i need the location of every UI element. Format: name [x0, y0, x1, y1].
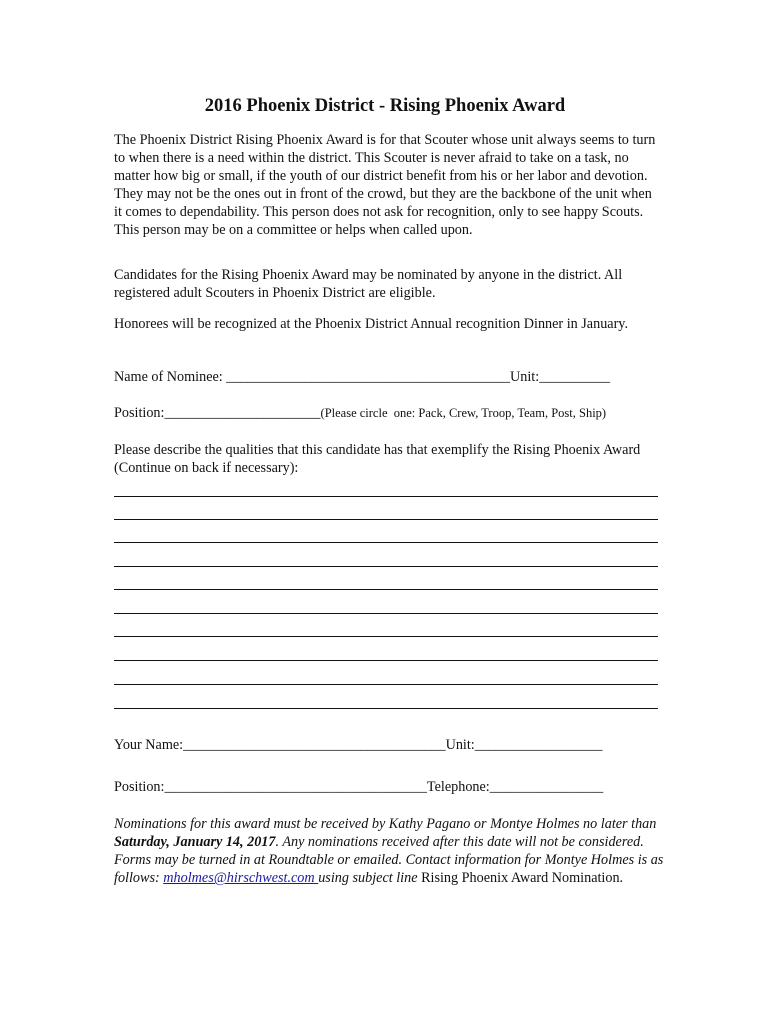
- description-line[interactable]: [114, 636, 658, 637]
- description-line[interactable]: [114, 496, 658, 497]
- notice-text: . Any nominations received after this date will not be considered. Forms may be turned in at Roundtable or emailed. Contact information for Montye Holmes is as follows:: [114, 834, 664, 887]
- describe-prompt: Please describe the qualities that this candidate has that exemplify the Rising Phoenix Award (Continue on back if necessary):: [114, 442, 641, 477]
- position-label: Position:______________________: [114, 405, 321, 421]
- description-line[interactable]: [114, 519, 658, 520]
- page-title: 2016 Phoenix District - Rising Phoenix Award: [204, 96, 566, 116]
- your-position-field[interactable]: Position:_____________________________________Telephone:________________: [114, 779, 604, 795]
- notice-text: using subject line: [318, 870, 422, 887]
- deadline-date: Saturday, January 14, 2017: [114, 834, 276, 851]
- your-name-field[interactable]: Your Name:_____________________________________Unit:__________________: [114, 737, 603, 753]
- description-line[interactable]: [114, 708, 658, 709]
- eligibility-text: Candidates for the Rising Phoenix Award may be nominated by anyone in the district. All registered adult Scouters in Phoenix District are eligible.: [114, 267, 623, 302]
- description-line[interactable]: [114, 684, 658, 685]
- nominee-position-field[interactable]: [114, 404, 606, 422]
- description-line[interactable]: [114, 566, 658, 567]
- description-line[interactable]: [114, 542, 658, 543]
- description-line[interactable]: [114, 613, 658, 614]
- recognition-text: Honorees will be recognized at the Phoenix District Annual recognition Dinner in January.: [114, 316, 629, 332]
- submission-notice: [114, 815, 664, 887]
- email-link[interactable]: mholmes@hirschwest.com: [163, 870, 319, 887]
- description-line[interactable]: [114, 589, 658, 590]
- description-line[interactable]: [114, 660, 658, 661]
- notice-text: Nominations for this award must be received by Kathy Pagano or Montye Holmes no later than: [114, 816, 657, 832]
- subject-line-text: Rising Phoenix Award Nomination.: [421, 870, 624, 887]
- award-description: The Phoenix District Rising Phoenix Award is for that Scouter whose unit always seems to turn to when there is a need within the district. This Scouter is never afraid to take on a task, no matter how big or small, if the youth of our district benefit from his or her labor and devotion. They may not be the ones out in front of the crowd, but they are the backbone of the unit when it comes to dependability. This person does not ask for recognition, only to see happy Scouts. This person may be on a committee or helps when called upon.: [114, 132, 656, 239]
- nominee-name-field[interactable]: Name of Nominee: ________________________________________Unit:__________: [114, 369, 611, 385]
- position-hint: (Please circle one: Pack, Crew, Troop, Team, Post, Ship): [320, 406, 607, 420]
